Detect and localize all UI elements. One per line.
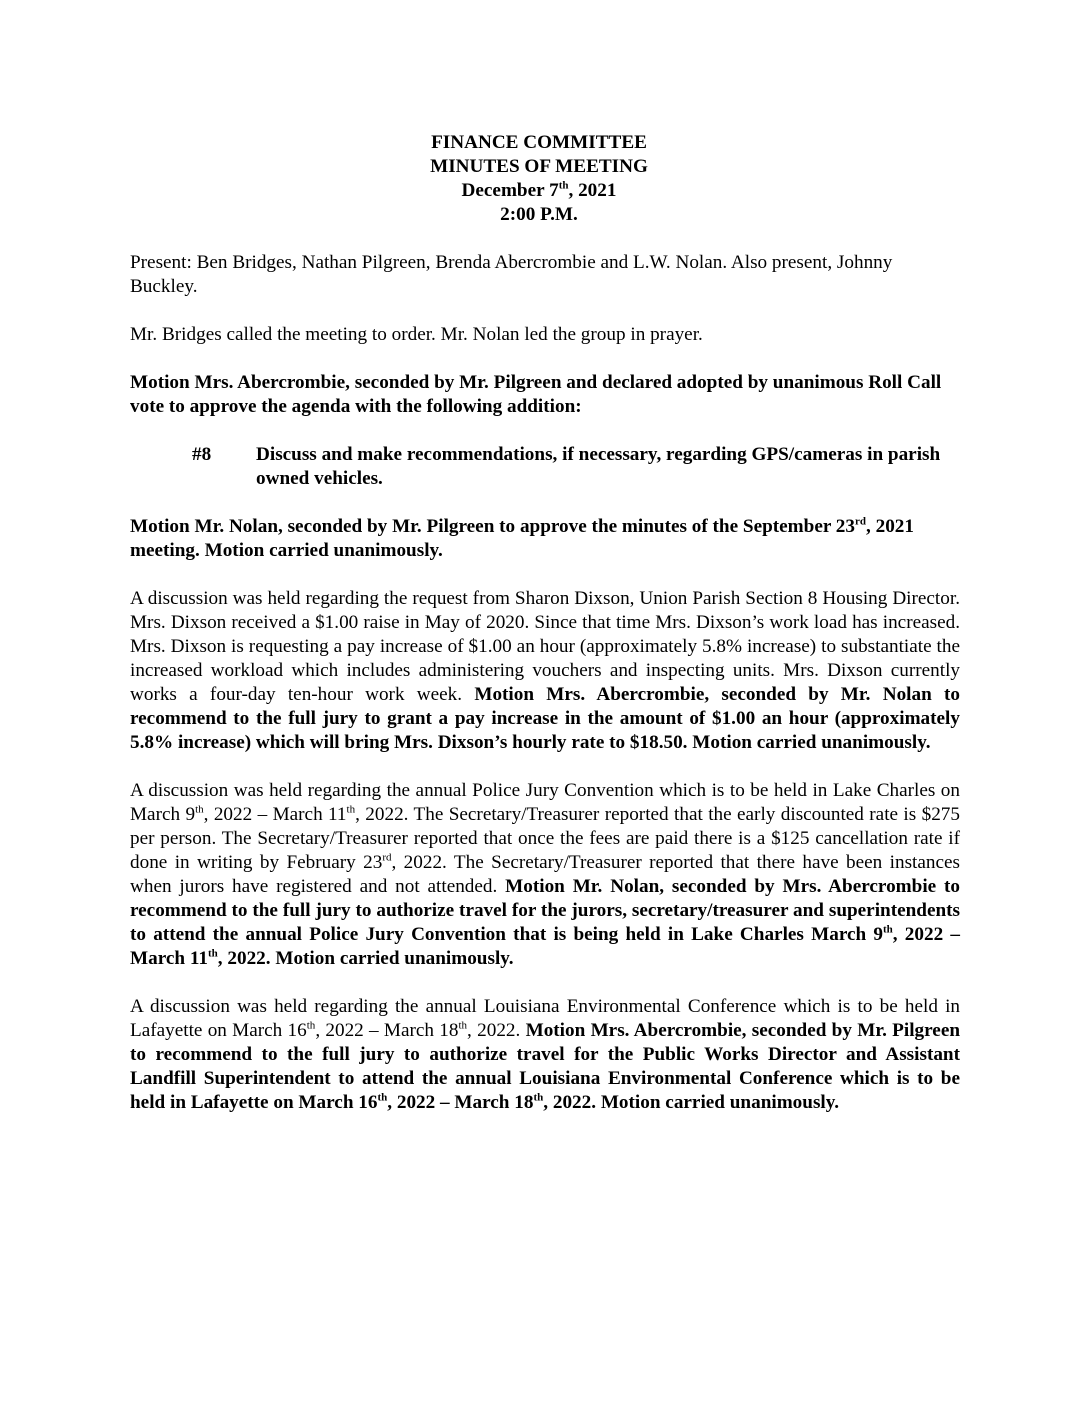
environmental-motion: Motion Mrs. Abercrombie, seconded by Mr. Pilgreen to recommend to the full jury to authorize travel for the Public Works Director and Assistant Landfill Superintendent to attend the annual Louisiana Environmental Conference which is to be held in Lafayette on March 16th, 2022 – March 18th, 2022. Motion carried unanimously. (130, 1020, 961, 1113)
document-header (118, 131, 960, 227)
convention-paragraph: A discussion was held regarding the annual Police Jury Convention which is to be held in Lake Charles on March 9th, 2022 – March 11th, 2022. The Secretary/Treasurer reported that the early discounted rate is $275 per person. The Secretary/Treasurer reported that once the fees are paid there is a $125 cancellation rate if done in writing by February 23rd, 2022. The Secretary/Treasurer reported that there have been instances when jurors have registered and not attended. Motion Mr. Nolan, seconded by Mrs. Abercrombie to recommend to the full jury to authorize travel for the jurors, secretary/treasurer and superintendents to attend the annual Police Jury Convention that is being held in Lake Charles March 9th, 2022 – March 11th, 2022. Motion carried unanimously. (130, 780, 960, 969)
convention-motion: Motion Mr. Nolan, seconded by Mrs. Abercrombie to recommend to the full jury to authorize travel for the jurors, secretary/treasurer and superintendents to attend the annual Police Jury Convention that is being held in Lake Charles March 9th, 2022 – March 11th, 2022. Motion carried unanimously. (130, 876, 960, 969)
agenda-motion: Motion Mrs. Abercrombie, seconded by Mr. Pilgreen and declared adopted by unanimous Roll Call vote to approve the agenda with the following addition: (130, 372, 942, 417)
minutes-title: MINUTES OF MEETING (430, 156, 648, 177)
dixson-motion: Motion Mrs. Abercrombie, seconded by Mr. Nolan to recommend to the full jury to grant a pay increase in the amount of $1.00 an hour (approximately 5.8% increase) which will bring Mrs. Dixson’s hourly rate to $18.50. Motion carried unanimously. (130, 684, 961, 753)
agenda-addition-item (192, 443, 960, 491)
minutes-approval-motion: Motion Mr. Nolan, seconded by Mr. Pilgreen to approve the minutes of the September 23rd, 2021 meeting. Motion carried unanimously. (130, 515, 914, 561)
meeting-time: 2:00 P.M. (500, 204, 578, 225)
document-page (130, 131, 960, 1115)
agenda-item-text: Discuss and make recommendations, if necessary, regarding GPS/cameras in parish owned vehicles. (256, 444, 941, 489)
environmental-paragraph: A discussion was held regarding the annual Louisiana Environmental Conference which is to be held in Lafayette on March 16th, 2022 – March 18th, 2022. Motion Mrs. Abercrombie, seconded by Mr. Pilgreen to recommend to the full jury to authorize travel for the Public Works Director and Assistant Landfill Superintendent to attend the annual Louisiana Environmental Conference which is to be held in Lafayette on March 16th, 2022 – March 18th, 2022. Motion carried unanimously. (130, 996, 961, 1113)
meeting-date: December 7th, 2021 (461, 179, 617, 201)
dixson-pay-paragraph: A discussion was held regarding the request from Sharon Dixson, Union Parish Section 8 Housing Director. Mrs. Dixson received a $1.00 raise in May of 2020. Since that time Mrs. Dixson’s work load has increased. Mrs. Dixson is requesting a pay increase of $1.00 an hour (approximately 5.8% increase) to substantiate the increased workload which includes administering vouchers and inspecting units. Mrs. Dixson currently works a four-day ten-hour work week. Motion Mrs. Abercrombie, seconded by Mr. Nolan to recommend to the full jury to grant a pay increase in the amount of $1.00 an hour (approximately 5.8% increase) which will bring Mrs. Dixson’s hourly rate to $18.50. Motion carried unanimously. (130, 588, 961, 753)
committee-title: FINANCE COMMITTEE (431, 132, 647, 153)
attendance-paragraph: Present: Ben Bridges, Nathan Pilgreen, Brenda Abercrombie and L.W. Nolan. Also present, Johnny Buckley. (130, 252, 893, 297)
agenda-item-number: #8 (192, 444, 212, 465)
call-to-order-paragraph: Mr. Bridges called the meeting to order. Mr. Nolan led the group in prayer. (130, 324, 703, 345)
